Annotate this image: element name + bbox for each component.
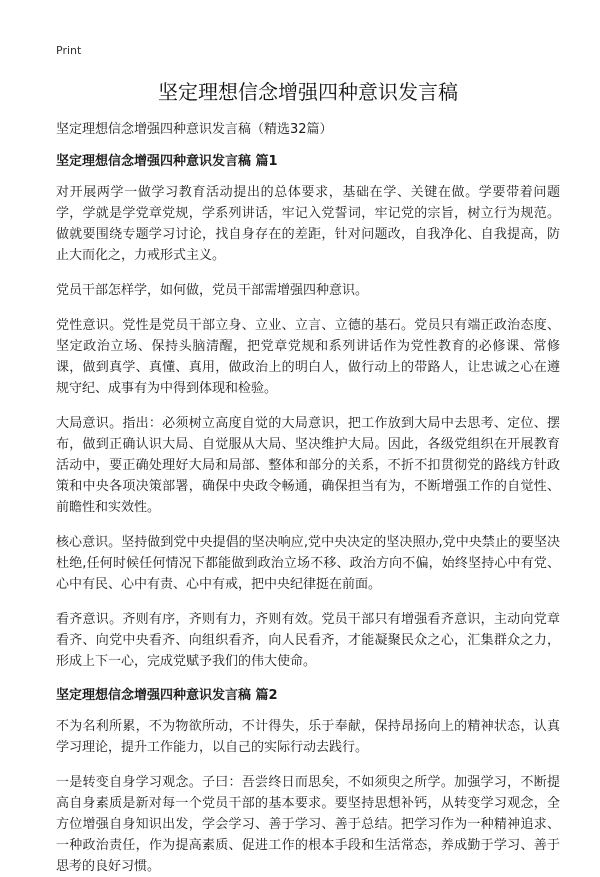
section-heading: 坚定理想信念增强四种意识发言稿 篇2 bbox=[56, 688, 278, 703]
section-1 bbox=[56, 152, 560, 672]
document-subtitle: 坚定理想信念增强四种意识发言稿（精选32篇） bbox=[56, 122, 333, 137]
paragraph: 核心意识。坚持做到党中央提倡的坚决响应,党中央决定的坚决照办,党中央禁止的要坚决杜绝,任何时候任何情况下都能做到政治立场不移、政治方向不偏，始终坚持心中有党、心中有民、心中有责、心中有戒，把中央纪律挺在前面。 bbox=[56, 535, 560, 592]
section-heading: 坚定理想信念增强四种意识发言稿 篇1 bbox=[56, 154, 278, 169]
paragraph: 党性意识。党性是党员干部立身、立业、立言、立德的基石。党员只有端正政治态度、坚定政治立场、保持头脑清醒，把党章党规和系列讲话作为党性教育的必修课、常修课，做到真学、真懂、真用，做政治上的明白人，做行动上的带路人，让忠诚之心在遵规守纪、成事有为中得到体现和检验。 bbox=[56, 318, 560, 396]
print-label: Print bbox=[56, 44, 82, 57]
paragraph: 对开展两学一做学习教育活动提出的总体要求，基础在学、关键在做。学要带着问题学，学就是学党章党规，学系列讲话，牢记入党誓词，牢记党的宗旨，树立行为规范。做就要围绕专题学习讨论，找自身存在的差距，针对问题改，自我净化、自我提高，防止大而化之，力戒形式主义。 bbox=[56, 185, 560, 263]
paragraph: 不为名利所累，不为物欲所动，不计得失，乐于奉献，保持昂扬向上的精神状态，认真学习理论，提升工作能力，以自己的实际行动去践行。 bbox=[56, 719, 560, 755]
paragraph: 大局意识。指出：必须树立高度自觉的大局意识，把工作放到大局中去思考、定位、摆布，做到正确认识大局、自觉服从大局、坚决维护大局。因此，各级党组织在开展教育活动中，要正确处理好大局和局部、整体和部分的关系，不折不扣贯彻党的路线方针政策和中央各项决策部署，确保中央政令畅通，确保担当有为，不断增强工作的自觉性、前瞻性和实效性。 bbox=[56, 416, 560, 515]
document-title: 坚定理想信念增强四种意识发言稿 bbox=[158, 80, 458, 104]
paragraph: 党员干部怎样学，如何做，党员干部需增强四种意识。 bbox=[56, 283, 369, 298]
section-2 bbox=[56, 686, 560, 877]
paragraph: 一是转变自身学习观念。子曰：吾尝终日而思矣，不如须臾之所学。加强学习，不断提高自身素质是新对每一个党员干部的基本要求。要坚持思想补钙，从转变学习观念，全方位增强自身知识出发，学会学习、善于学习、善于总结。把学习作为一种精神追求、一种政治责任，作为提高素质、促进工作的根本手段和生活常态，养成勤于学习、善于思考的良好习惯。 bbox=[56, 775, 560, 874]
paragraph: 看齐意识。齐则有序，齐则有力，齐则有效。党员干部只有增强看齐意识，主动向党章看齐、向党中央看齐、向组织看齐，向人民看齐，才能凝聚民众之心，汇集群众之力，形成上下一心，完成党赋予我们的伟大使命。 bbox=[56, 612, 560, 669]
